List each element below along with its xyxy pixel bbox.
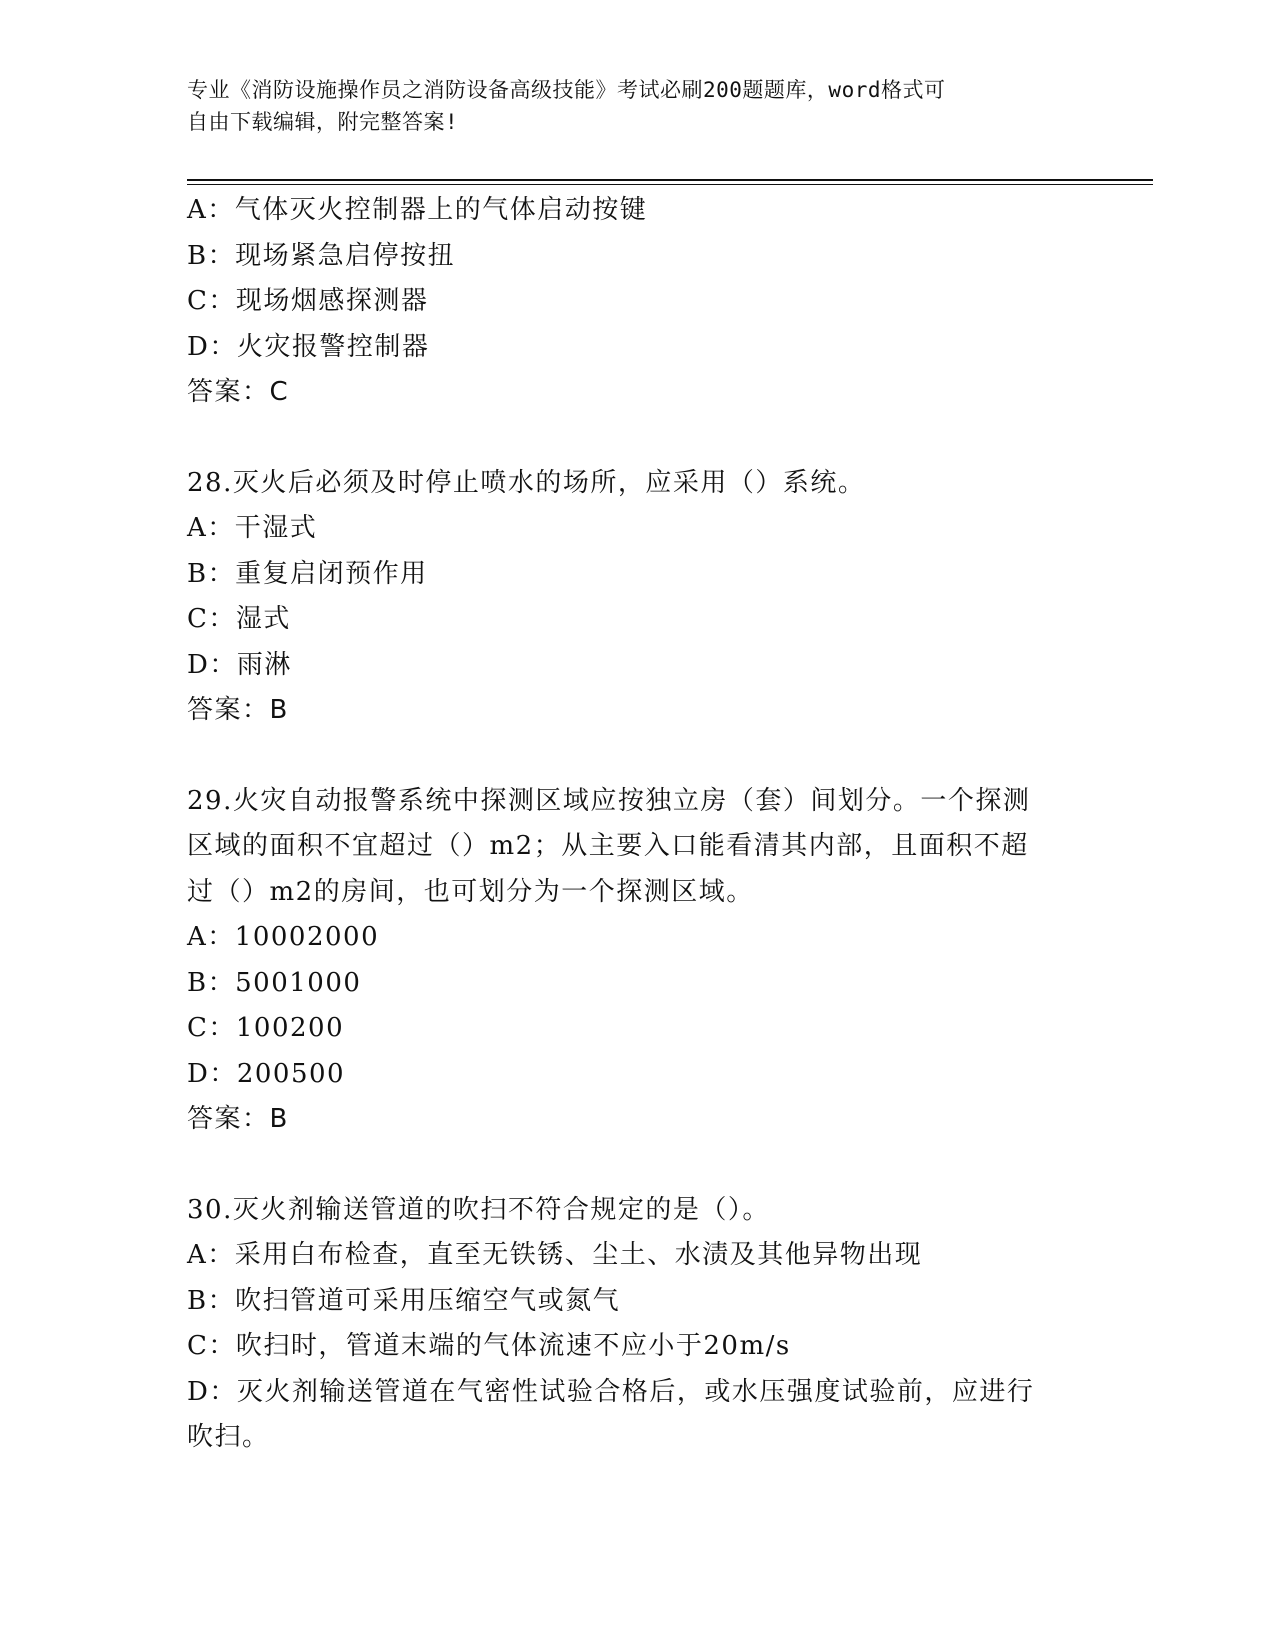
header-line-2: 自由下载编辑，附完整答案!	[187, 110, 459, 134]
option-d: D：雨淋	[187, 649, 292, 680]
option-a: A：采用白布检查，直至无铁锈、尘土、水渍及其他异物出现	[187, 1240, 923, 1270]
option-d: D：200500	[187, 1058, 346, 1089]
option-a: A：10002000	[187, 922, 380, 952]
option-d: D：灭火剂输送管道在气密性试验合格后，或水压强度试验前，应进行	[187, 1376, 1035, 1407]
answer: 答案：B	[187, 695, 289, 725]
option-b: B：5001000	[187, 967, 362, 998]
question-27	[187, 188, 1087, 416]
header-line-1: 专业《消防设施操作员之消防设备高级技能》考试必刷200题题库，word格式可	[187, 78, 946, 102]
option-c: C：湿式	[187, 604, 291, 634]
question-stem-line-1: 29.火灾自动报警系统中探测区域应按独立房（套）间划分。一个探测	[187, 785, 1031, 816]
question-stem: 30.灭火剂输送管道的吹扫不符合规定的是（）。	[187, 1194, 770, 1225]
option-c: C：吹扫时，管道末端的气体流速不应小于20m/s	[187, 1331, 791, 1361]
option-a: A：气体灭火控制器上的气体启动按键	[187, 195, 648, 225]
question-stem-line-3: 过（）m2的房间，也可划分为一个探测区域。	[187, 876, 754, 907]
question-28	[187, 461, 1087, 734]
question-list	[187, 188, 1087, 1461]
document-header	[187, 74, 1087, 138]
question-30	[187, 1188, 1087, 1461]
answer: 答案：C	[187, 377, 290, 407]
header-divider-thick	[187, 179, 1153, 181]
option-c: C：现场烟感探测器	[187, 286, 429, 316]
header-divider-thin	[187, 184, 1153, 185]
spacer	[187, 734, 1087, 779]
option-a: A：干湿式	[187, 513, 318, 543]
question-stem: 28.灭火后必须及时停止喷水的场所，应采用（）系统。	[187, 467, 866, 498]
option-c: C：100200	[187, 1013, 345, 1043]
question-29	[187, 779, 1087, 1143]
option-b: B：现场紧急启停按扭	[187, 240, 456, 271]
spacer	[187, 1143, 1087, 1188]
option-b: B：吹扫管道可采用压缩空气或氮气	[187, 1285, 621, 1316]
answer: 答案：B	[187, 1104, 289, 1134]
option-b: B：重复启闭预作用	[187, 558, 428, 589]
option-d: D：火灾报警控制器	[187, 331, 430, 362]
question-stem-line-2: 区域的面积不宜超过（）m2；从主要入口能看清其内部，且面积不超	[187, 831, 1029, 861]
option-d-continued: 吹扫。	[187, 1422, 270, 1452]
spacer	[187, 416, 1087, 461]
